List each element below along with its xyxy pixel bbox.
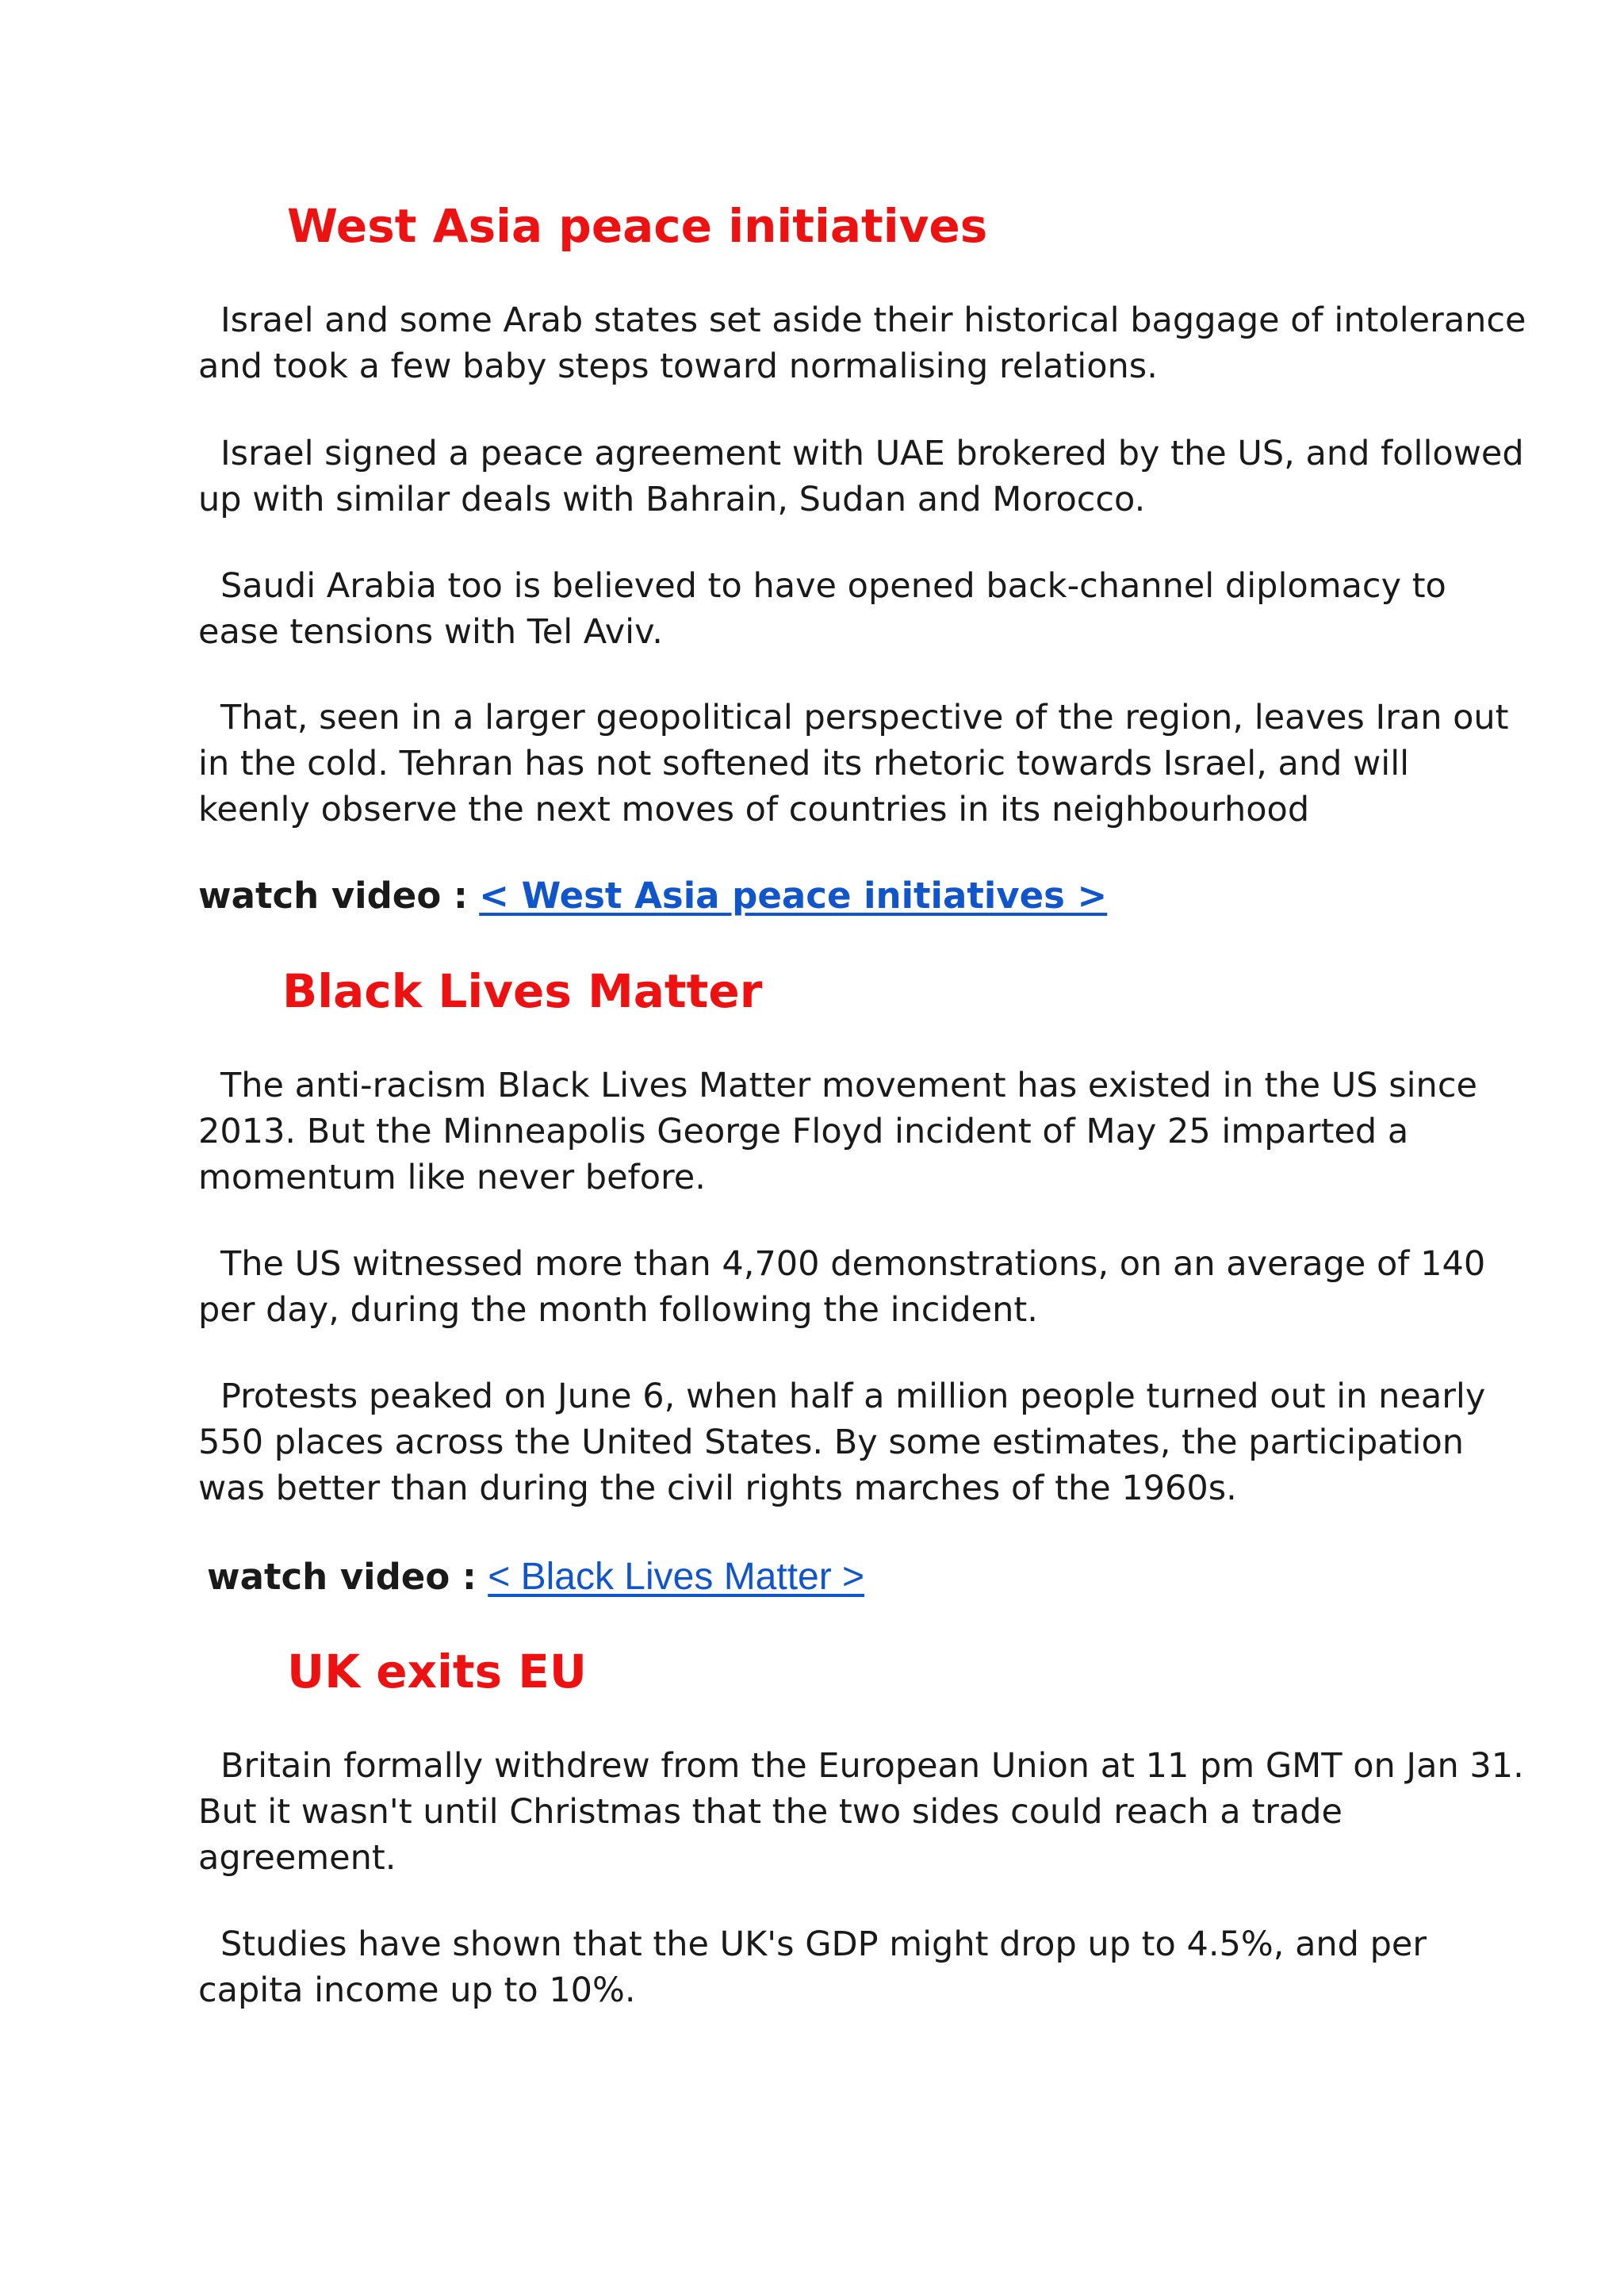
watch-video-label: watch video : — [207, 1556, 477, 1598]
paragraph-blm-1: The anti-racism Black Lives Matter movement has existed in the US since 2013. But the Minneapolis George Floyd incident of May 25 imparted a momentum like never before. — [198, 1066, 1477, 1197]
paragraph-uk-2: Studies have shown that the UK's GDP might drop up to 4.5%, and per capita income up to 10%. — [198, 1924, 1427, 2010]
paragraph-west-asia-1: Israel and some Arab states set aside their historical baggage of intolerance and took a few baby steps toward normalising relations. — [198, 301, 1526, 386]
paragraph-west-asia-2: Israel signed a peace agreement with UAE brokered by the US, and followed up with similar deals with Bahrain, Sudan and Morocco. — [198, 434, 1524, 519]
paragraph-blm-3: Protests peaked on June 6, when half a million people turned out in nearly 550 places across the United States. By some estimates, the participation was better than during the civil rights marches of the 1960s. — [198, 1377, 1486, 1508]
paragraph-uk-1: Britain formally withdrew from the European Union at 11 pm GMT on Jan 31. But it wasn't until Christmas that the two sides could reach a trade agreement. — [198, 1746, 1524, 1878]
paragraph-west-asia-3: Saudi Arabia too is believed to have opened back-channel diplomacy to ease tensions with Tel Aviv. — [198, 566, 1446, 652]
video-link-black-lives-matter[interactable]: < Black Lives Matter > — [488, 1556, 865, 1598]
paragraph-blm-2: The US witnessed more than 4,700 demonstrations, on an average of 140 per day, during the month following the incident. — [198, 1244, 1486, 1330]
watch-video-row-black-lives-matter — [207, 1554, 864, 1600]
video-link-west-asia[interactable]: < West Asia peace initiatives > — [479, 875, 1108, 917]
section-heading-west-asia: West Asia peace initiatives — [287, 199, 988, 253]
paragraph-west-asia-4: That, seen in a larger geopolitical perspective of the region, leaves Iran out in the cold. Tehran has not softened its rhetoric towards Israel, and will keenly observe the next moves of countries in its neighbourhood — [198, 698, 1509, 829]
watch-video-label: watch video : — [198, 875, 468, 917]
watch-video-row-west-asia — [198, 873, 1107, 919]
section-heading-black-lives-matter: Black Lives Matter — [282, 964, 763, 1018]
section-heading-uk-exits-eu: UK exits EU — [287, 1645, 588, 1698]
